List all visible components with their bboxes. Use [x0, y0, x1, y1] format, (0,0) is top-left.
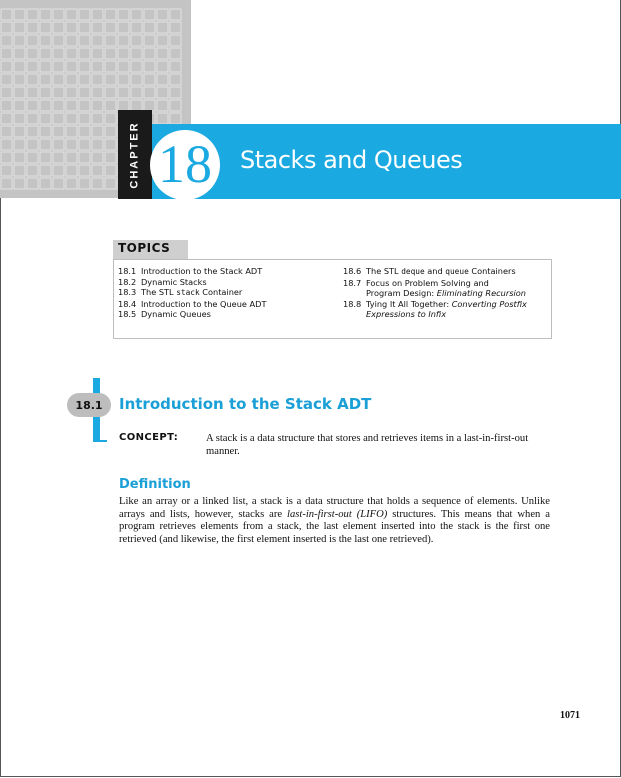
- topic-item-continuation: Expressions to Infix: [366, 309, 447, 320]
- section-accent-line: [93, 440, 107, 442]
- topic-item: 18.4 Introduction to the Queue ADT: [118, 298, 267, 309]
- topics-right-column: [343, 266, 548, 320]
- page-number: 1071: [560, 710, 580, 721]
- topics-heading: TOPICS: [118, 241, 171, 255]
- section-number-badge: 18.1: [67, 393, 111, 417]
- topics-left-column: [118, 266, 333, 320]
- topic-item: 18.5 Dynamic Queues: [118, 309, 211, 320]
- topic-item: 18.3 The STL stack Container: [118, 287, 243, 298]
- topic-item: 18.7 Focus on Problem Solving and: [343, 277, 489, 288]
- topic-item-continuation: Program Design: Eliminating Recursion: [366, 288, 526, 299]
- topic-item: 18.1 Introduction to the Stack ADT: [118, 266, 263, 276]
- topic-item: 18.8 Tying It All Together: Converting Postfix: [343, 298, 527, 309]
- section-title: Introduction to the Stack ADT: [119, 395, 372, 413]
- chapter-title: Stacks and Queues: [240, 146, 463, 174]
- chapter-number: 18: [158, 134, 212, 194]
- chapter-label: CHAPTER: [129, 120, 142, 189]
- definition-heading: Definition: [119, 477, 191, 492]
- topic-item: 18.2 Dynamic Stacks: [118, 276, 207, 287]
- concept-text: A stack is a data structure that stores and retrieves items in a last-in-first-out manner.: [206, 433, 529, 457]
- concept-label: CONCEPT:: [119, 432, 179, 443]
- topic-item: 18.6 The STL deque and queue Containers: [343, 266, 516, 276]
- definition-paragraph: Like an array or a linked list, a stack is a data structure that holds a sequence of elements. Unlike arrays and lists, however, stacks are last-in-first-out (LIFO) structures. This means that when a program retrieves elements from a stack, the last element inserted into the stack is the first one retrieved (and likewise, the first element inserted is the last one retrieved).: [119, 496, 550, 545]
